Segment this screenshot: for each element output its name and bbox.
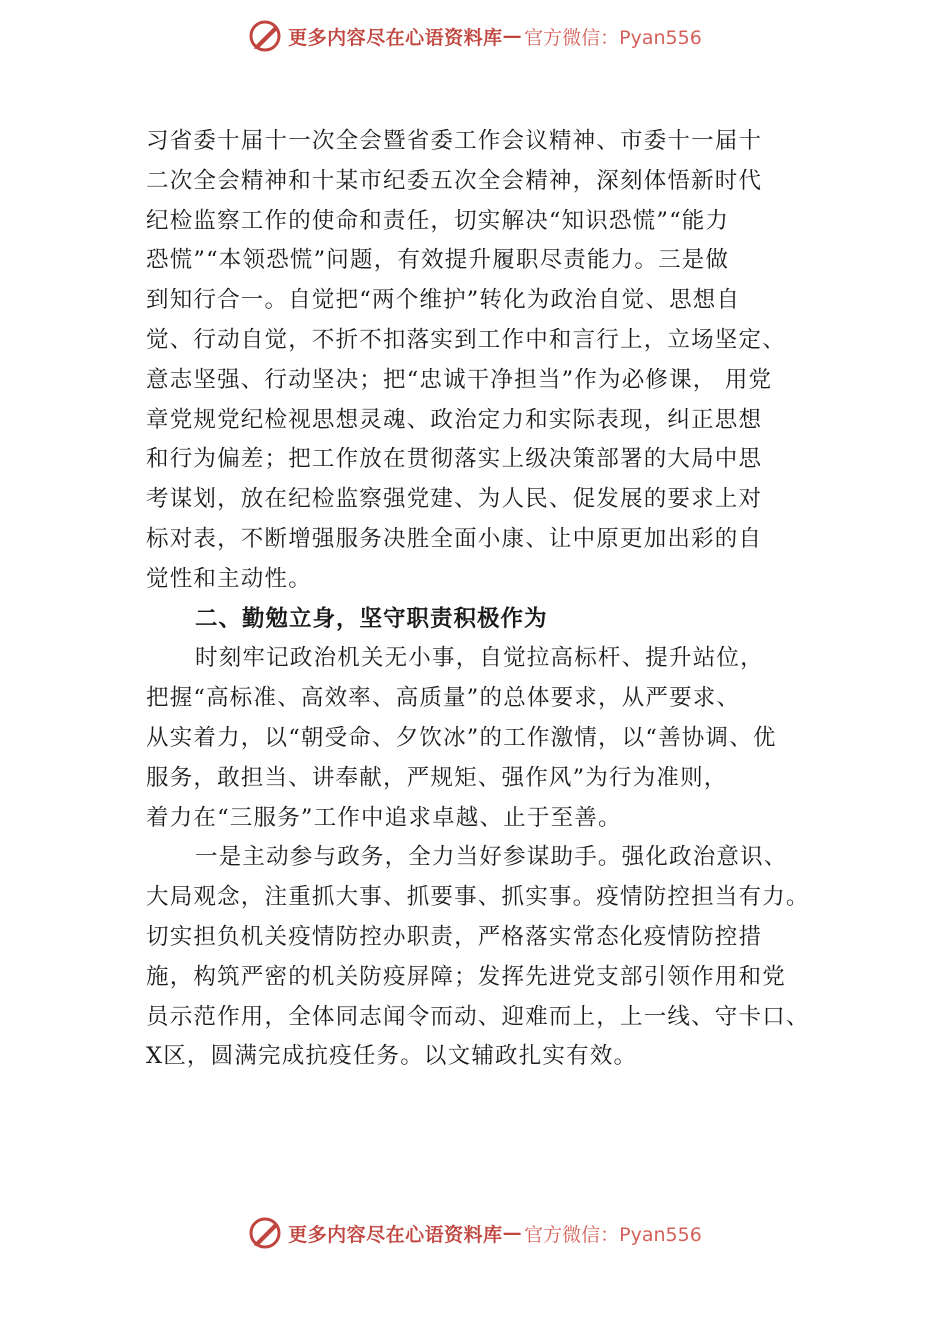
watermark-contact: 官方微信：Pyan556 (524, 1223, 702, 1246)
paragraph-1 (146, 122, 836, 600)
section-heading-2 (146, 600, 836, 640)
paragraph-2 (146, 639, 836, 838)
text-line: 觉、行动自觉，不折不扣落实到工作中和言行上，立场坚定、 (146, 326, 786, 353)
watermark-dash: — (502, 25, 523, 47)
text-line: 把握“高标准、高效率、高质量”的总体要求，从严要求、 (146, 685, 741, 712)
footer-watermark (0, 1213, 950, 1253)
text-line: 服务，敢担当、讲奉献，严规矩、强作风”为行为准则， (146, 764, 728, 791)
text-line: 意志坚强、行动坚决；把“忠诚干净担当”作为必修课， 用党 (146, 366, 773, 393)
document-body (146, 122, 836, 1077)
text-line: 切实担负机关疫情防控办职责，严格落实常态化疫情防控措 (146, 923, 763, 950)
text-line: X区，圆满完成抗疫任务。以文辅政扎实有效。 (146, 1043, 638, 1070)
text-line: 章党规党纪检视思想灵魂、政治定力和实际表现，纠正思想 (146, 406, 763, 433)
text-line: 一是主动参与政务，全力当好参谋助手。强化政治意识、 (195, 844, 788, 871)
pen-circle-logo-icon (248, 19, 282, 53)
watermark-main-text: 更多内容尽在心语资料库 (288, 26, 503, 49)
text-line: 和行为偏差；把工作放在贯彻落实上级决策部署的大局中思 (146, 446, 763, 473)
heading-text: 二、勤勉立身，坚守职责积极作为 (195, 605, 548, 632)
watermark-contact: 官方微信：Pyan556 (524, 26, 702, 49)
text-line: 习省委十届十一次全会暨省委工作会议精神、市委十一届十 (146, 128, 763, 154)
text-line: 二次全会精神和十某市纪委五次全会精神，深刻体悟新时代 (146, 167, 763, 194)
text-line: 着力在“三服务”工作中追求卓越、止于至善。 (146, 804, 622, 831)
header-watermark (0, 16, 950, 56)
text-line: 恐慌”“本领恐慌”问题，有效提升履职尽责能力。三是做 (146, 247, 730, 274)
pen-circle-logo-icon (248, 1216, 282, 1250)
text-line: 觉性和主动性。 (146, 565, 312, 592)
text-line: 标对表，不断增强服务决胜全面小康、让中原更加出彩的自 (146, 525, 763, 552)
text-line: 员示范作用，全体同志闻令而动、迎难而上，上一线、守卡口、 (146, 1003, 810, 1030)
text-line: 从实着力，以“朝受命、夕饮冰”的工作激情，以“善协调、优 (146, 724, 777, 751)
text-line: 时刻牢记政治机关无小事，自觉拉高标杆、提升站位， (195, 645, 764, 672)
text-line: 到知行合一。自觉把“两个维护”转化为政治自觉、思想自 (146, 287, 741, 314)
text-line: 施，构筑严密的机关防疫屏障；发挥先进党支部引领作用和党 (146, 963, 786, 990)
paragraph-3 (146, 838, 836, 1077)
text-line: 纪检监察工作的使命和责任，切实解决“知识恐慌”“能力 (146, 207, 730, 234)
watermark-dash: — (502, 1222, 523, 1244)
watermark-main-text: 更多内容尽在心语资料库 (288, 1223, 503, 1246)
text-line: 考谋划，放在纪检监察强党建、为人民、促发展的要求上对 (146, 486, 763, 513)
text-line: 大局观念，注重抓大事、抓要事、抓实事。疫情防控担当有力。 (146, 884, 810, 911)
